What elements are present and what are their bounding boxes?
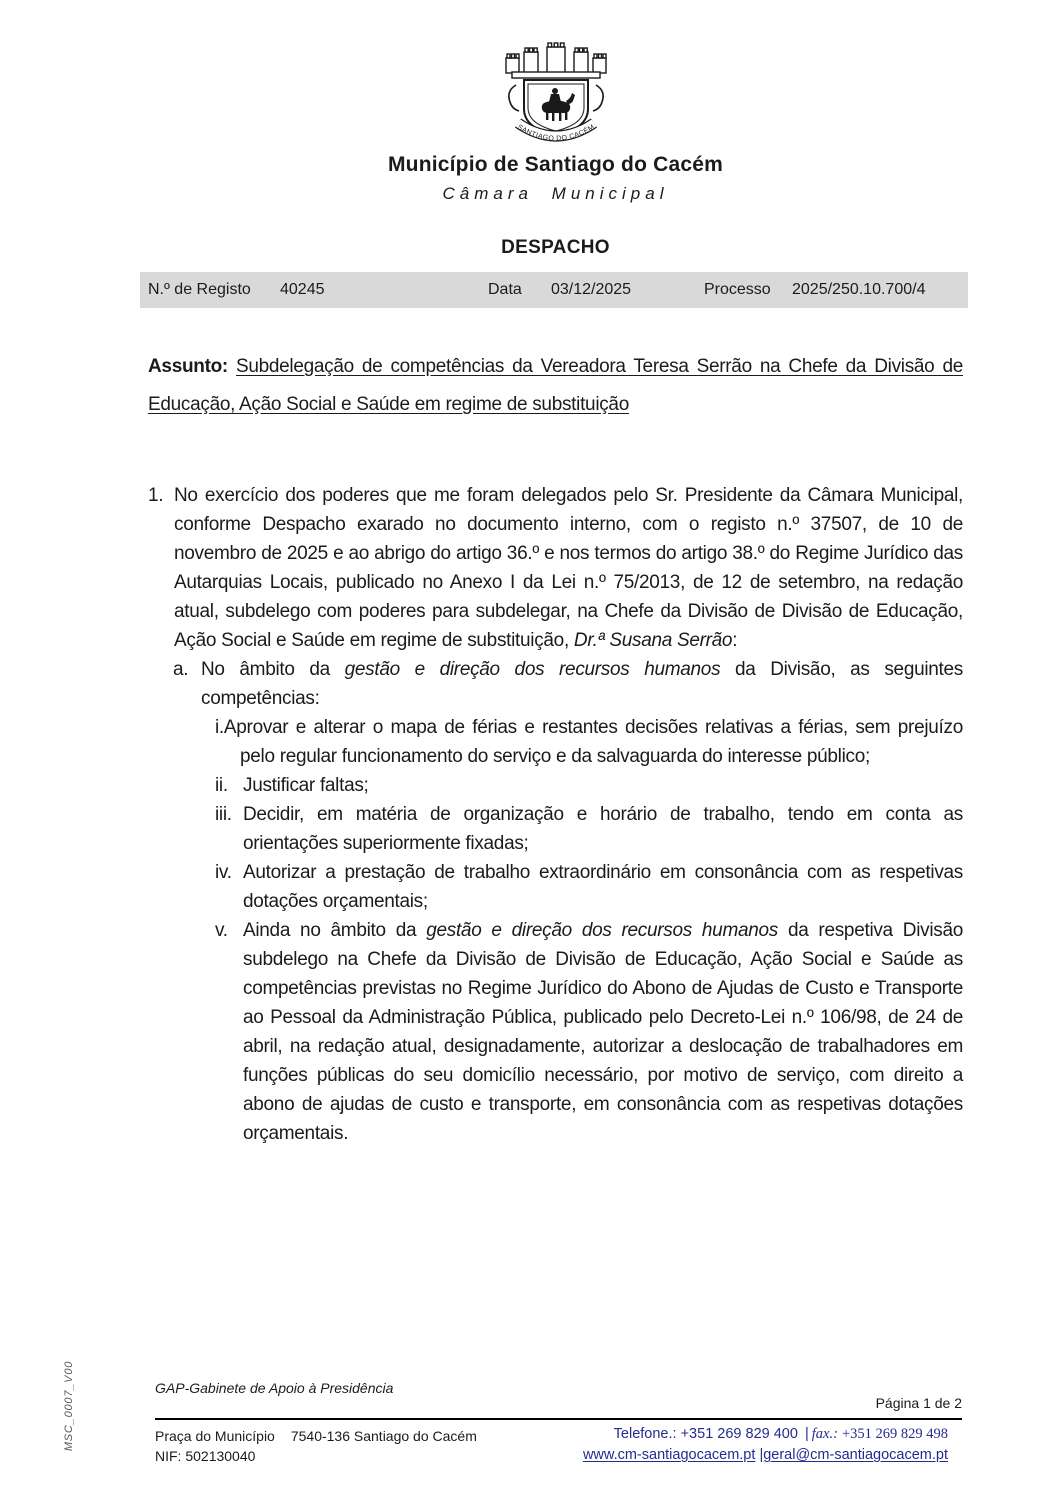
phone-fax-line bbox=[583, 1424, 948, 1445]
item-iii-marker: iii. bbox=[215, 804, 232, 825]
item-i-marker: i. bbox=[215, 717, 224, 738]
fax-label: fax.: bbox=[811, 1426, 838, 1442]
footer-contact-block bbox=[583, 1424, 948, 1466]
item-v-marker: v. bbox=[215, 920, 228, 941]
item-iii-text: Decidir, em matéria de organização e horário de trabalho, tendo em conta as orientações superiormente fixadas; bbox=[243, 804, 963, 854]
separator: | bbox=[804, 1426, 809, 1442]
subject-label: Assunto: bbox=[148, 356, 228, 377]
municipality-department: Câmara Municipal bbox=[442, 184, 669, 203]
address-postal: 7540-136 Santiago do Cacém bbox=[290, 1428, 477, 1444]
subject-line bbox=[148, 348, 963, 424]
registry-number-value: 40245 bbox=[280, 281, 325, 298]
item-1-marker: 1. bbox=[148, 485, 164, 506]
address-street: Praça do Município bbox=[155, 1428, 275, 1444]
item-i-text: Aprovar e alterar o mapa de férias e restantes decisões relativas a férias, sem prejuízo pelo regular funcionamento do serviço e da salvaguarda do interesse público; bbox=[223, 717, 963, 767]
lettered-item-a bbox=[173, 655, 963, 713]
separator: | bbox=[759, 1447, 764, 1463]
crest-motto: SANTIAGO DO CACÉM bbox=[516, 123, 596, 143]
document-title: DESPACHO bbox=[501, 237, 610, 258]
item-a-italic: gestão e direção dos recursos humanos bbox=[344, 659, 721, 680]
item-iv-text: Autorizar a prestação de trabalho extraordinário em consonância com as respetivas dotações orçamentais; bbox=[243, 862, 963, 912]
numbered-item-1 bbox=[148, 481, 963, 655]
roman-item-iv bbox=[215, 858, 963, 916]
website-link[interactable]: www.cm-santiagocacem.pt bbox=[582, 1447, 756, 1463]
roman-item-i bbox=[215, 713, 963, 771]
item-a-post: da Divisão, as seguintes competências: bbox=[201, 659, 963, 709]
roman-item-ii bbox=[215, 771, 963, 800]
registry-process-value: 2025/250.10.700/4 bbox=[792, 281, 926, 298]
footer-address-block bbox=[155, 1426, 477, 1466]
registry-date-label: Data bbox=[488, 281, 522, 298]
item-ii-marker: ii. bbox=[215, 775, 228, 796]
registry-number-label: N.º de Registo bbox=[148, 281, 251, 298]
item-iv-marker: iv. bbox=[215, 862, 232, 883]
subject-text: Subdelegação de competências da Vereadora Teresa Serrão na Chefe da Divisão de Educação, Ação Social e Saúde em regime de substituição bbox=[148, 356, 963, 415]
registry-process-label: Processo bbox=[704, 281, 771, 298]
phone-label: Telefone.: bbox=[613, 1426, 677, 1442]
form-code: MSC_0007_V00 bbox=[63, 1360, 75, 1452]
item-a-marker: a. bbox=[173, 659, 189, 680]
item-v-pre: Ainda no âmbito da bbox=[243, 920, 427, 941]
email-link[interactable]: geral@cm-santiagocacem.pt bbox=[763, 1447, 948, 1463]
nif-line: NIF: 502130040 bbox=[155, 1448, 256, 1464]
item-1-suffix: : bbox=[732, 630, 738, 651]
registry-date-value: 03/12/2025 bbox=[551, 281, 632, 298]
document-body bbox=[148, 481, 963, 1148]
fax-value: +351 269 829 498 bbox=[841, 1426, 948, 1442]
web-email-line bbox=[583, 1445, 948, 1466]
registry-bar bbox=[140, 272, 968, 308]
municipality-name: Município de Santiago do Cacém bbox=[387, 153, 724, 176]
footer-divider bbox=[155, 1418, 962, 1420]
issuing-office: GAP-Gabinete de Apoio à Presidência bbox=[155, 1380, 394, 1396]
roman-item-iii bbox=[215, 800, 963, 858]
address-line bbox=[155, 1426, 477, 1446]
item-ii-text: Justificar faltas; bbox=[243, 775, 369, 796]
phone-value: +351 269 829 400 bbox=[680, 1426, 798, 1442]
roman-item-v bbox=[215, 916, 963, 1148]
item-1-name-italic: Dr.ª Susana Serrão bbox=[573, 630, 733, 651]
page-indicator: Página 1 de 2 bbox=[875, 1395, 962, 1411]
item-v-post: da respetiva Divisão subdelego na Chefe da Divisão de Divisão de Educação, Ação Social e Saúde as competências previstas no Regime Jurídico do Abono de Ajudas de Custo e Transporte ao Pessoal da Administração Pública, publicado pelo Decreto-Lei n.º 106/98, de 24 de abril, na redação atual, designadamente, autorizar a deslocação de trabalhadores em funções públicas do seu domicílio necessário, por motivo de serviço, com direito a abono de ajudas de custo e transporte, em consonância com as respetivas dotações orçamentais. bbox=[243, 920, 963, 1144]
item-1-text: No exercício dos poderes que me foram delegados pelo Sr. Presidente da Câmara Municipal, conforme Despacho exarado no documento interno, com o registo n.º 37507, de 10 de novembro de 2025 e ao abrigo do artigo 36.º e nos termos do artigo 38.º do Regime Jurídico das Autarquias Locais, publicado no Anexo I da Lei n.º 75/2013, de 12 de setembro, na redação atual, subdelego com poderes para subdelegar, na Chefe da Divisão de Divisão de Educação, Ação Social e Saúde em regime de substituição, bbox=[174, 485, 963, 651]
item-a-pre: No âmbito da bbox=[201, 659, 345, 680]
item-v-italic: gestão e direção dos recursos humanos bbox=[426, 920, 778, 941]
coat-of-arms-icon bbox=[500, 40, 612, 154]
